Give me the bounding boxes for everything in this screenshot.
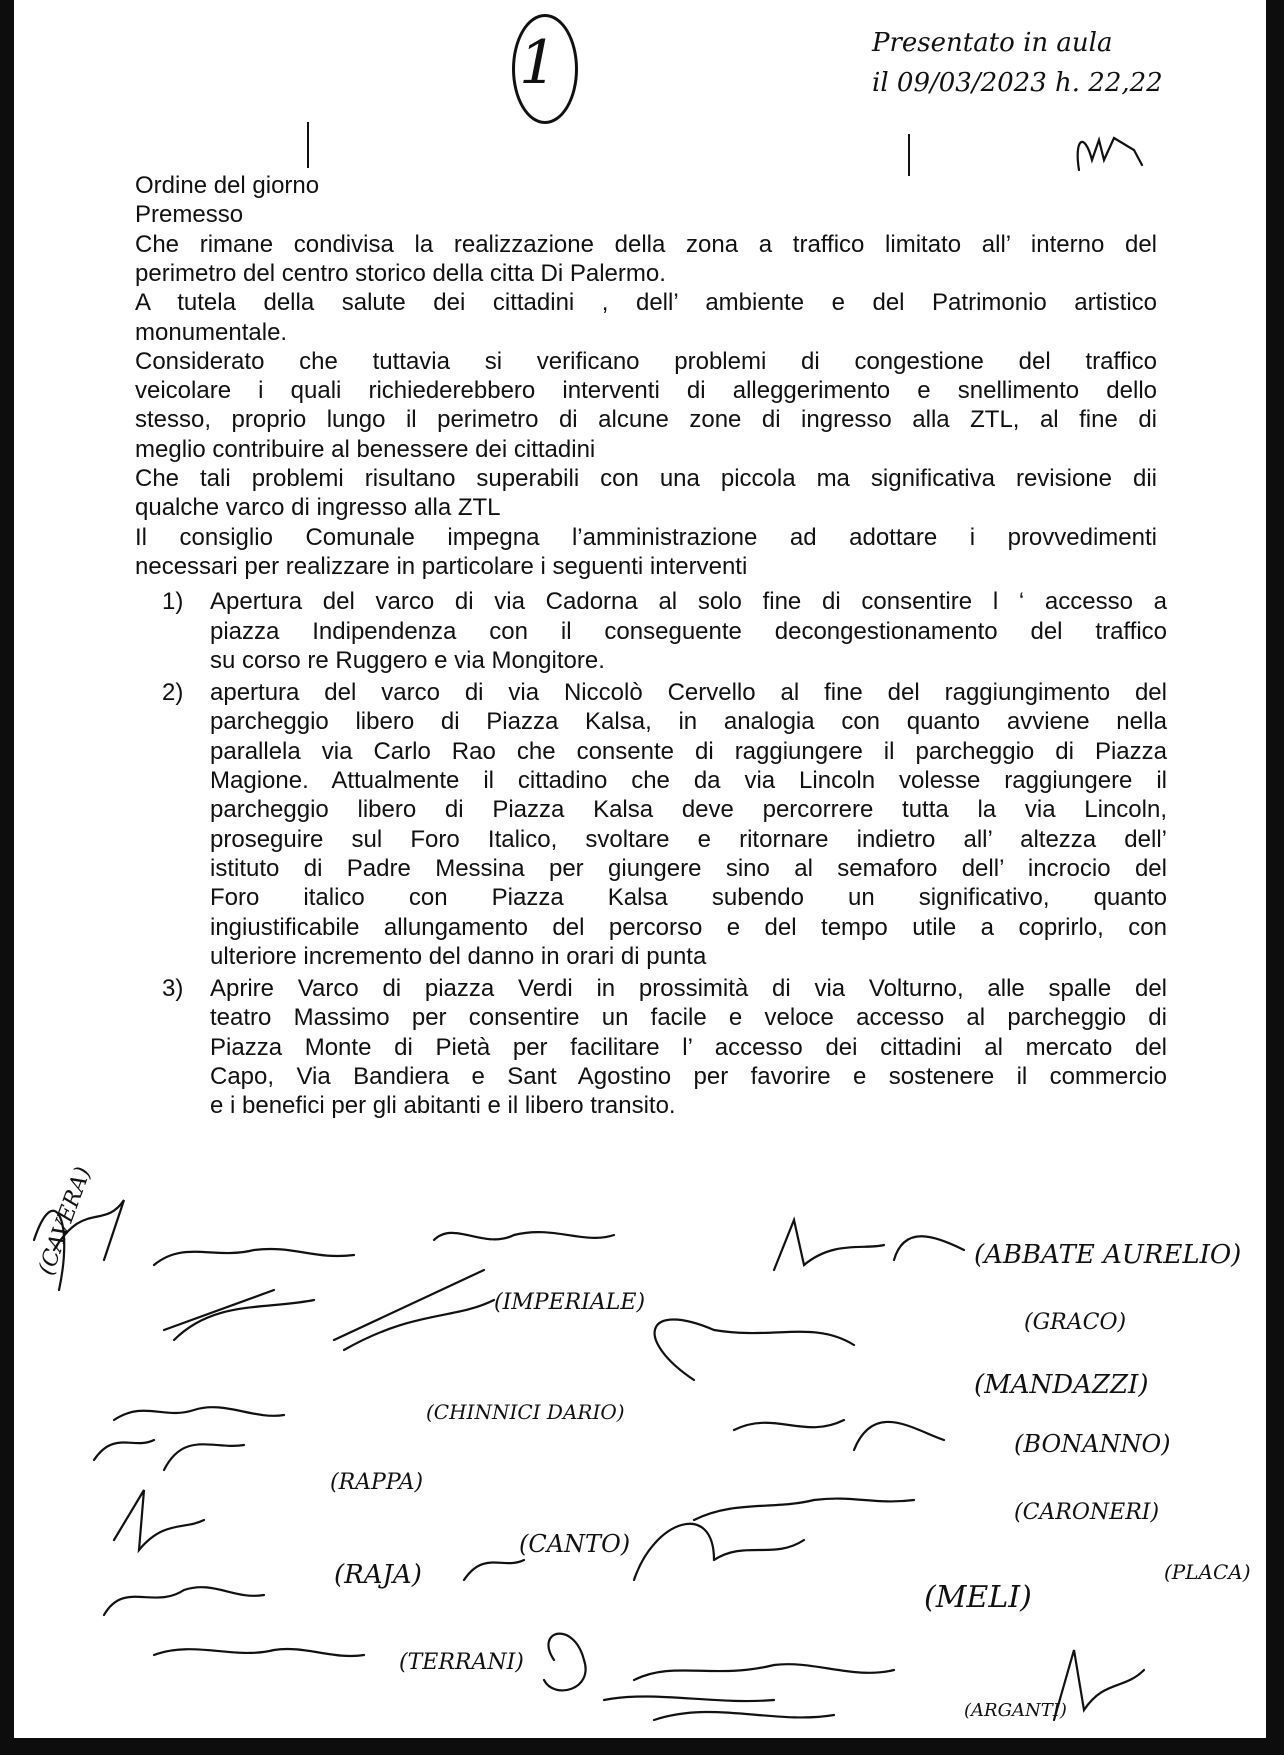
list-item-line: Aprire Varco di piazza Verdi in prossimità di via Volturno, alle spalle del <box>210 975 1167 1003</box>
list-item-line: e i benefici per gli abitanti e il libero transito. <box>210 1092 676 1120</box>
signature <box>655 1320 854 1380</box>
paragraph-line: Il consiglio Comunale impegna l’amministrazione ad adottare i provvedimenti <box>135 523 1157 551</box>
signature <box>464 1560 524 1580</box>
signature-name: (ABBATE AURELIO) <box>974 1240 1242 1270</box>
list-item-line: Magione. Attualmente il cittadino che da via Lincoln volesse raggiungere il <box>210 767 1167 794</box>
signature-name: (GRACO) <box>1024 1310 1127 1335</box>
signature <box>694 1499 914 1520</box>
signature-name: (CHINNICI DARIO) <box>426 1400 625 1424</box>
signature <box>94 1440 244 1470</box>
initials-signature <box>1078 138 1142 170</box>
paragraph-line: qualche varco di ingresso alla ZTL <box>135 494 501 522</box>
signature <box>734 1420 944 1450</box>
paragraph-line: A tutela della salute dei cittadini , dell’ ambiente e del Patrimonio artistico <box>135 289 1157 317</box>
list-item-line: proseguire sul Foro Italico, svoltare e ritornare indietro all’ altezza dell’ <box>210 825 1167 853</box>
signature <box>634 1524 804 1580</box>
paragraph-line: stesso, proprio lungo il perimetro di alcune zone di ingresso alla ZTL, al fine di <box>135 406 1157 434</box>
paragraph-line: perimetro del centro storico della citta Di Palermo. <box>135 259 666 287</box>
list-item-line: apertura del varco di via Niccolò Cervello al fine del raggiungimento del <box>210 679 1167 707</box>
document-page <box>14 0 1266 1738</box>
stamp-line2: il 09/03/2023 h. 22,22 <box>872 68 1163 98</box>
paragraph-line: monumentale. <box>135 318 288 346</box>
divider-mark <box>307 122 309 168</box>
signature-name: (RAPPA) <box>330 1470 424 1495</box>
stamp-line1: Presentato in aula <box>872 28 1113 58</box>
page-number-circled: 1 <box>519 28 558 98</box>
list-item-line: Apertura del varco di via Cadorna al solo fine di consentire l ‘ accesso a <box>210 588 1167 616</box>
page-number-circle <box>512 14 578 124</box>
signature-name: (MELI) <box>924 1580 1032 1615</box>
signature <box>104 1587 264 1615</box>
signature-name: (RAJA) <box>334 1560 422 1590</box>
signature <box>604 1696 834 1720</box>
signature-name: (IMPERIALE) <box>494 1290 646 1315</box>
list-item-line: istituto di Padre Messina per giungere sino al semaforo dell’ incrocio del <box>210 854 1167 882</box>
signature-name: (CAVERA) <box>34 1163 97 1279</box>
document-title: Ordine del giorno <box>135 172 320 199</box>
paragraph-line: Che tali problemi risultano superabili con una piccola ma significativa revisione dii <box>135 465 1157 492</box>
list-item-line: ulteriore incremento del danno in orari di punta <box>210 942 707 970</box>
paragraph-line: Che rimane condivisa la realizzazione della zona a traffico limitato all’ interno del <box>135 230 1157 258</box>
signature <box>154 1249 354 1265</box>
list-number: 3) <box>162 975 184 1003</box>
paragraph-line: necessari per realizzare in particolare i seguenti interventi <box>135 552 748 580</box>
signature <box>154 1649 364 1656</box>
list-item-line: ingiustificabile allungamento del percorso e del tempo utile a coprirlo, con <box>210 913 1167 941</box>
signature-name: (BONANNO) <box>1014 1430 1171 1458</box>
signature <box>1054 1650 1144 1720</box>
signature <box>544 1634 586 1691</box>
list-item-line: parcheggio libero di Piazza Kalsa deve percorrere tutta la via Lincoln, <box>210 796 1167 824</box>
signature-name: (CANTO) <box>519 1530 631 1558</box>
list-item-line: teatro Massimo per consentire un facile e veloce accesso al parcheggio di <box>210 1004 1167 1032</box>
signature <box>634 1664 894 1680</box>
list-item-line: Foro italico con Piazza Kalsa subendo un significativo, quanto <box>210 884 1167 912</box>
list-number: 2) <box>162 679 184 707</box>
list-item-line: su corso re Ruggero e via Mongitore. <box>210 646 605 674</box>
signature-name: (ARGANTI) <box>964 1700 1067 1721</box>
signature-name: (TERRANI) <box>399 1650 524 1675</box>
divider-mark <box>908 134 910 176</box>
signature <box>434 1232 614 1240</box>
signature-name: (MANDAZZI) <box>974 1370 1149 1400</box>
signature-name: (PLACA) <box>1164 1560 1251 1584</box>
signature <box>114 1490 204 1550</box>
section-heading: Premesso <box>135 201 244 229</box>
signature <box>164 1290 314 1340</box>
list-item-line: parallela via Carlo Rao che consente di raggiungere il parcheggio di Piazza <box>210 737 1167 765</box>
list-item-line: Piazza Monte di Pietà per facilitare l’ accesso dei cittadini al mercato del <box>210 1033 1167 1061</box>
signature <box>774 1220 964 1270</box>
paragraph-line: meglio contribuire al benessere dei cittadini <box>135 435 596 463</box>
list-item-line: Capo, Via Bandiera e Sant Agostino per favorire e sostenere il commercio <box>210 1063 1167 1090</box>
signature-name: (CARONERI) <box>1014 1500 1160 1525</box>
signature <box>334 1270 494 1350</box>
list-item-line: piazza Indipendenza con il conseguente decongestionamento del traffico <box>210 617 1167 645</box>
list-item-line: parcheggio libero di Piazza Kalsa, in analogia con quanto avviene nella <box>210 708 1167 736</box>
paragraph-line: Considerato che tuttavia si verificano problemi di congestione del traffico <box>135 347 1157 375</box>
signature <box>114 1407 284 1420</box>
list-number: 1) <box>162 588 184 616</box>
paragraph-line: veicolare i quali richiederebbero interventi di alleggerimento e snellimento dello <box>135 377 1157 405</box>
